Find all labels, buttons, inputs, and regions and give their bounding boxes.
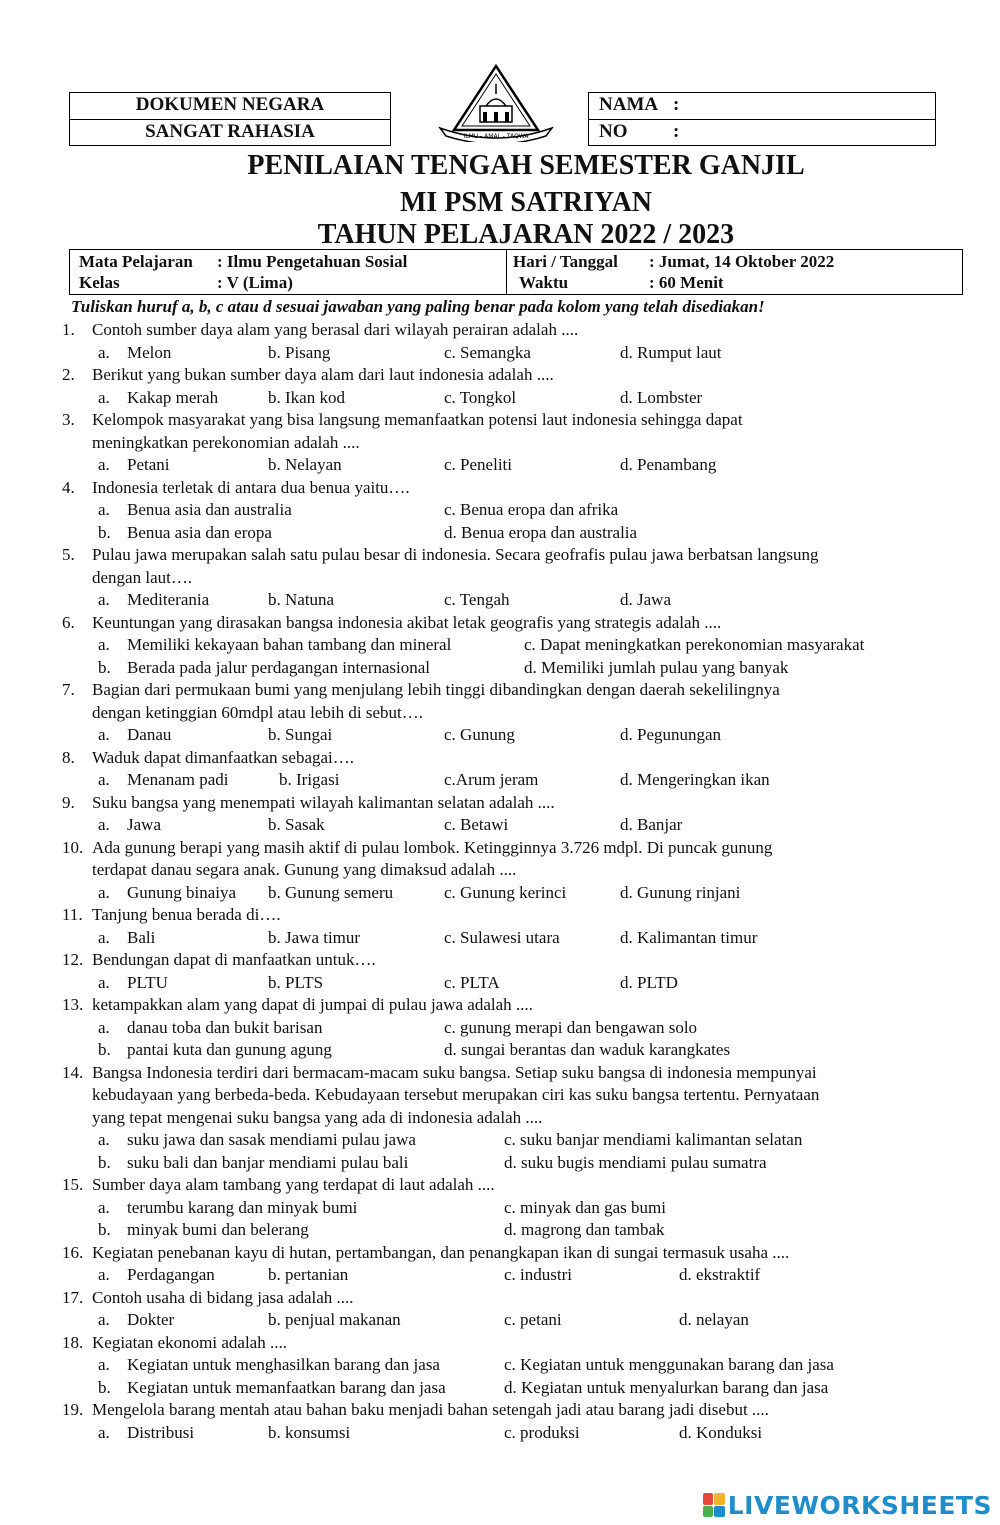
question-number: 4. [62,477,75,497]
answer-option[interactable]: c.Arum jeram [444,770,539,789]
answer-option[interactable]: d. Mengeringkan ikan [620,770,770,789]
question-line [0,319,1000,342]
question-line [0,994,1000,1017]
answer-options-row [0,1017,1000,1040]
question-number: 2. [62,365,75,384]
option-letter: a. [98,770,110,789]
option-text: suku bali dan banjar mendiami pulau bali [127,1152,409,1172]
answer-option[interactable]: b. Pisang [268,342,331,362]
answer-option[interactable] [98,1219,309,1242]
date-value: : Jumat, 14 Oktober 2022 [649,252,835,271]
answer-options-row [0,1422,1000,1445]
question-line [0,679,1000,702]
brand-text: LIVEWORKSHEETS [727,1490,992,1520]
question-number: 7. [62,680,75,699]
question-number: 14. [62,1062,84,1082]
answer-option[interactable]: b. Natuna [268,590,335,609]
info-right-column [506,250,834,294]
answer-options-row [0,972,1000,995]
question-item [0,1174,1000,1242]
question-line [0,859,1000,882]
answer-options-row [0,724,1000,747]
question-number: 10. [62,837,84,857]
nama-field[interactable] [589,93,935,119]
answer-option[interactable]: d. magrong dan tambak [504,1220,665,1239]
answer-option[interactable]: c. Tongkol [444,387,517,407]
answer-option[interactable]: d. Konduksi [679,1422,763,1442]
option-letter: b. [98,1152,111,1172]
answer-options-row [0,882,1000,905]
answer-options-row [0,499,1000,522]
question-number: 13. [62,995,84,1014]
question-line [0,792,1000,815]
liveworksheets-brand[interactable] [703,1488,992,1522]
question-item [0,837,1000,905]
option-letter: a. [98,1265,110,1284]
answer-option[interactable]: c. Peneliti [444,455,512,474]
question-text: Bagian dari permukaan bumi yang menjulang lebih tinggi dibandingkan dengan daerah sekelilingnya [92,680,780,699]
nama-colon: : [673,94,680,115]
question-number [0,432,92,455]
option-letter: a. [98,882,110,902]
question-number: 16. [62,1242,84,1262]
no-colon: : [673,121,680,142]
question-item [0,1242,1000,1287]
answer-options-row [0,769,1000,792]
answer-options-row [0,1152,1000,1175]
option-letter: a. [98,1310,110,1329]
question-line [0,1332,1000,1355]
option-letter: b. [98,657,111,677]
answer-option[interactable]: c. Sulawesi utara [444,927,560,947]
question-text: Keuntungan yang dirasakan bangsa indonesia akibat letak geografis yang strategis adalah .... [92,612,722,632]
answer-options-row [0,454,1000,477]
nomor-field[interactable] [589,119,935,145]
answer-option[interactable]: b. Sungai [268,725,333,744]
question-line [0,1242,1000,1265]
answer-option[interactable] [98,1197,357,1220]
question-line [0,612,1000,635]
answer-option[interactable]: b. konsumsi [268,1422,351,1442]
question-line [0,477,1000,500]
option-text: danau toba dan bukit barisan [127,1017,323,1037]
answer-option[interactable] [98,769,229,792]
exam-info-box [69,249,963,295]
question-line [0,1287,1000,1310]
question-text: Kegiatan penebanan kayu di hutan, pertambangan, dan penangkapan ikan di sungai termasuk usaha .... [92,1242,790,1262]
answer-options-row [0,1377,1000,1400]
answer-option[interactable]: d. Penambang [620,455,717,474]
option-text: Melon [127,342,172,362]
answer-option[interactable] [98,927,155,950]
answer-options-row [0,634,1000,657]
answer-option[interactable]: c. suku banjar mendiami kalimantan selatan [504,1130,803,1149]
answer-option[interactable]: b. Jawa timur [268,927,361,947]
option-text: suku jawa dan sasak mendiami pulau jawa [127,1130,416,1149]
answer-options-row [0,1039,1000,1062]
question-item [0,949,1000,994]
option-letter: b. [98,1040,111,1059]
option-letter: b. [98,1220,111,1239]
answer-option[interactable] [98,387,218,410]
logo-square-green [703,1506,714,1518]
answer-option[interactable] [98,522,272,545]
question-text: kebudayaan yang berbeda-beda. Kebudayaan tersebut merupakan ciri kas suku bangsa tertentu. Pernyataan [92,1085,820,1104]
question-item [0,477,1000,545]
option-text: Kakap merah [127,387,219,407]
logo-square-blue [714,1506,725,1518]
answer-option[interactable] [98,342,171,365]
subject-value: : Ilmu Pengetahuan Sosial [217,252,408,271]
question-item [0,792,1000,837]
answer-option[interactable]: d. Pegunungan [620,725,722,744]
question-line [0,544,1000,567]
option-text: Benua asia dan eropa [127,522,272,542]
answer-option[interactable] [98,724,171,747]
answer-option[interactable]: c. Gunung [444,725,515,744]
answer-options-row [0,522,1000,545]
option-text: Mediterania [127,590,210,609]
answer-option[interactable]: d. Banjar [620,815,683,834]
answer-option[interactable]: c. Kegiatan untuk menggunakan barang dan jasa [504,1355,834,1374]
question-text: dengan laut…. [92,567,193,587]
question-list [0,319,1000,1444]
question-item [0,1287,1000,1332]
answer-option[interactable] [98,589,209,612]
answer-option[interactable]: b. Sasak [268,815,325,834]
answer-options-row [0,1129,1000,1152]
answer-option[interactable]: c. Tengah [444,590,510,609]
option-letter: a. [98,1197,110,1217]
option-letter: a. [98,725,110,744]
answer-option[interactable]: c. petani [504,1310,562,1329]
answer-option[interactable]: c. Dapat meningkatkan perekonomian masyarakat [524,635,865,654]
answer-option[interactable]: b. penjual makanan [268,1310,401,1329]
question-line [0,432,1000,455]
logo-square-red [703,1493,714,1505]
question-number: 8. [62,747,75,767]
option-text: Benua asia dan australia [127,500,292,519]
option-letter: a. [98,927,110,947]
question-item [0,904,1000,949]
answer-option[interactable] [98,657,430,680]
question-number: 5. [62,545,75,564]
option-letter: a. [98,1355,110,1374]
question-text: Mengelola barang mentah atau bahan baku menjadi bahan setengah jadi atau barang jadi disebut .... [92,1400,769,1419]
answer-option[interactable]: c. industri [504,1265,572,1284]
option-text: Memiliki kekayaan bahan tambang dan mineral [127,635,452,654]
question-text: meningkatkan perekonomian adalah .... [92,432,360,452]
question-item [0,747,1000,792]
answer-option[interactable] [98,882,236,905]
answer-option[interactable]: d. Memiliki jumlah pulau yang banyak [524,657,789,677]
question-line [0,1174,1000,1197]
answer-option[interactable]: d. Kalimantan timur [620,927,758,947]
answer-options-row [0,1219,1000,1242]
answer-option[interactable]: c. PLTA [444,972,500,992]
logo-square-yellow [714,1493,725,1505]
answer-option[interactable]: d. sungai berantas dan waduk karangkates [444,1040,731,1059]
question-item [0,1399,1000,1444]
option-text: Distribusi [127,1422,195,1442]
question-text: terdapat danau segara anak. Gunung yang dimaksud adalah .... [92,860,517,879]
option-letter: a. [98,1130,110,1149]
answer-option[interactable] [98,1152,408,1175]
question-line [0,747,1000,770]
option-letter: a. [98,815,110,834]
answer-option[interactable]: d. Rumput laut [620,342,722,362]
answer-option[interactable]: d. ekstraktif [679,1265,761,1284]
answer-option[interactable]: c. minyak dan gas bumi [504,1197,666,1217]
question-line [0,1084,1000,1107]
option-text: Jawa [127,815,161,834]
option-letter: a. [98,1017,110,1037]
question-number [0,702,92,725]
question-line [0,1399,1000,1422]
answer-option[interactable] [98,814,161,837]
answer-option[interactable] [98,1039,332,1062]
option-text: Berada pada jalur perdagangan internasional [127,657,431,677]
subject-label: Mata Pelajaran [79,252,193,271]
classification-box [69,92,391,146]
answer-options-row [0,1197,1000,1220]
question-item [0,1062,1000,1175]
answer-options-row [0,589,1000,612]
question-text: Suku bangsa yang menempati wilayah kalimantan selatan adalah .... [92,792,555,812]
answer-option[interactable] [98,1377,446,1400]
question-number: 19. [62,1400,84,1419]
classification-line-1: DOKUMEN NEGARA [135,94,325,115]
question-item [0,409,1000,477]
question-number: 18. [62,1332,84,1352]
answer-option[interactable]: d. Benua eropa dan australia [444,522,638,542]
question-text: Pulau jawa merupakan salah satu pulau besar di indonesia. Secara geofrafis pulau jawa berbatsan langsung [92,545,819,564]
question-item [0,544,1000,612]
question-number [0,859,92,882]
question-text: ketampakkan alam yang dapat di jumpai di pulau jawa adalah .... [92,995,533,1014]
option-letter: a. [98,500,110,519]
question-number: 3. [62,410,75,429]
option-text: Dokter [127,1310,175,1329]
option-letter: a. [98,635,110,654]
option-text: Kegiatan untuk memanfaatkan barang dan jasa [127,1377,446,1397]
answer-option[interactable] [98,499,292,522]
exam-title: PENILAIAN TENGAH SEMESTER GANJIL [247,150,805,181]
option-letter: a. [98,1422,110,1442]
answer-options-row [0,814,1000,837]
question-item [0,364,1000,409]
question-line [0,409,1000,432]
option-text: Petani [127,455,170,474]
question-number [0,1107,92,1130]
question-line [0,364,1000,387]
answer-option[interactable]: c. gunung merapi dan bengawan solo [444,1017,698,1037]
answer-options-row [0,342,1000,365]
academic-year: TAHUN PELAJARAN 2022 / 2023 [317,219,735,250]
answer-option[interactable]: b. Gunung semeru [268,882,394,902]
question-number: 11. [62,905,83,924]
question-item [0,679,1000,747]
answer-option[interactable]: c. Gunung kerinci [444,882,567,902]
nama-label: NAMA [599,94,659,115]
answer-options-row [0,1354,1000,1377]
question-text: Bangsa Indonesia terdiri dari bermacam-macam suku bangsa. Setiap suku bangsa di indonesia mempunyai [92,1062,817,1082]
question-line [0,1062,1000,1085]
option-text: Menanam padi [127,770,229,789]
question-item [0,319,1000,364]
question-text: Contoh sumber daya alam yang berasal dari wilayah perairan adalah .... [92,320,579,339]
question-number: 9. [62,792,75,812]
answer-option[interactable]: d. PLTD [620,972,678,992]
question-number [0,1084,92,1107]
time-label: Waktu [519,273,569,292]
question-text: Indonesia terletak di antara dua benua yaitu…. [92,477,410,497]
option-text: PLTU [127,972,168,992]
question-number: 15. [62,1175,84,1194]
question-number: 6. [62,612,75,632]
question-text: Kelompok masyarakat yang bisa langsung memanfaatkan potensi laut indonesia sehingga dapat [92,410,743,429]
logo-motto: ILMU - AMAL - TAQWA [463,133,529,140]
school-logo-icon [434,62,558,142]
question-text: Berikut yang bukan sumber daya alam dari laut indonesia adalah .... [92,365,554,384]
question-line [0,904,1000,927]
answer-option[interactable]: d. Jawa [620,590,671,609]
answer-option[interactable]: b. PLTS [268,972,324,992]
answer-option[interactable]: d. suku bugis mendiami pulau sumatra [504,1152,767,1172]
class-label: Kelas [79,273,120,292]
option-text: Bali [127,927,156,947]
answer-option[interactable] [98,1129,416,1152]
option-text: Gunung binaiya [127,882,237,902]
option-text: Perdagangan [127,1265,215,1284]
question-item [0,612,1000,680]
class-value: : V (Lima) [217,273,293,292]
question-number [0,567,92,590]
answer-option[interactable] [98,1354,440,1377]
answer-option[interactable] [98,972,168,995]
answer-option[interactable]: b. Irigasi [279,770,340,789]
question-text: Kegiatan ekonomi adalah .... [92,1332,287,1352]
question-line [0,837,1000,860]
option-letter: a. [98,455,110,474]
option-text: Danau [127,725,172,744]
question-text: dengan ketinggian 60mdpl atau lebih di sebut…. [92,702,423,722]
option-text: terumbu karang dan minyak bumi [127,1197,358,1217]
answer-option[interactable]: d. nelayan [679,1310,749,1329]
answer-option[interactable] [98,1264,215,1287]
option-text: minyak bumi dan belerang [127,1220,309,1239]
option-letter: b. [98,522,111,542]
answer-option[interactable]: c. Betawi [444,815,509,834]
info-left-column [79,251,407,293]
question-text: Tanjung benua berada di…. [92,905,281,924]
instruction-text: Tuliskan huruf a, b, c atau d sesuai jawaban yang paling benar pada kolom yang telah disediakan! [71,297,765,316]
answer-option[interactable] [98,634,451,657]
answer-option[interactable]: c. produksi [504,1422,580,1442]
question-item [0,1332,1000,1400]
option-letter: a. [98,342,110,362]
answer-options-row [0,1309,1000,1332]
liveworksheets-logo-icon [703,1493,725,1517]
time-value: : 60 Menit [649,273,724,292]
question-line [0,1107,1000,1130]
question-line [0,949,1000,972]
question-item [0,994,1000,1062]
answer-option[interactable]: b. Nelayan [268,455,342,474]
option-letter: b. [98,1377,111,1397]
question-text: Contoh usaha di bidang jasa adalah .... [92,1287,354,1307]
answer-options-row [0,657,1000,680]
answer-option[interactable]: c. Semangka [444,342,531,362]
date-label: Hari / Tanggal [513,252,618,271]
option-letter: a. [98,387,110,407]
question-line [0,702,1000,725]
answer-options-row [0,1264,1000,1287]
answer-option[interactable] [98,1422,194,1445]
school-name: MI PSM SATRIYAN [399,187,653,218]
answer-option[interactable]: d. Kegiatan untuk menyalurkan barang dan jasa [504,1377,829,1397]
no-label: NO [599,121,628,142]
question-number: 17. [62,1287,84,1307]
answer-options-row [0,927,1000,950]
question-text: Waduk dapat dimanfaatkan sebagai…. [92,747,355,767]
answer-option[interactable]: b. Ikan kod [268,387,345,407]
answer-options-row [0,387,1000,410]
question-line [0,567,1000,590]
option-text: pantai kuta dan gunung agung [127,1040,332,1059]
question-text: yang tepat mengenai suku bangsa yang ada di indonesia adalah .... [92,1107,543,1127]
answer-option[interactable] [98,1017,322,1040]
classification-line-2: SANGAT RAHASIA [70,119,390,145]
question-text: Bendungan dapat di manfaatkan untuk…. [92,950,376,969]
answer-option[interactable]: c. Benua eropa dan afrika [444,500,619,519]
option-letter: a. [98,590,110,609]
answer-option[interactable]: d. Gunung rinjani [620,882,741,902]
answer-option[interactable] [98,1309,174,1332]
answer-option[interactable]: d. Lombster [620,387,703,407]
student-identity-box [588,92,936,146]
answer-option[interactable] [98,454,170,477]
question-number: 1. [62,320,75,339]
answer-option[interactable]: b. pertanian [268,1265,349,1284]
option-text: Kegiatan untuk menghasilkan barang dan jasa [127,1355,440,1374]
question-number: 12. [62,950,84,969]
question-text: Sumber daya alam tambang yang terdapat di laut adalah .... [92,1175,495,1194]
option-letter: a. [98,972,110,992]
question-text: Ada gunung berapi yang masih aktif di pulau lombok. Ketingginnya 3.726 mdpl. Di puncak gunung [92,837,773,857]
